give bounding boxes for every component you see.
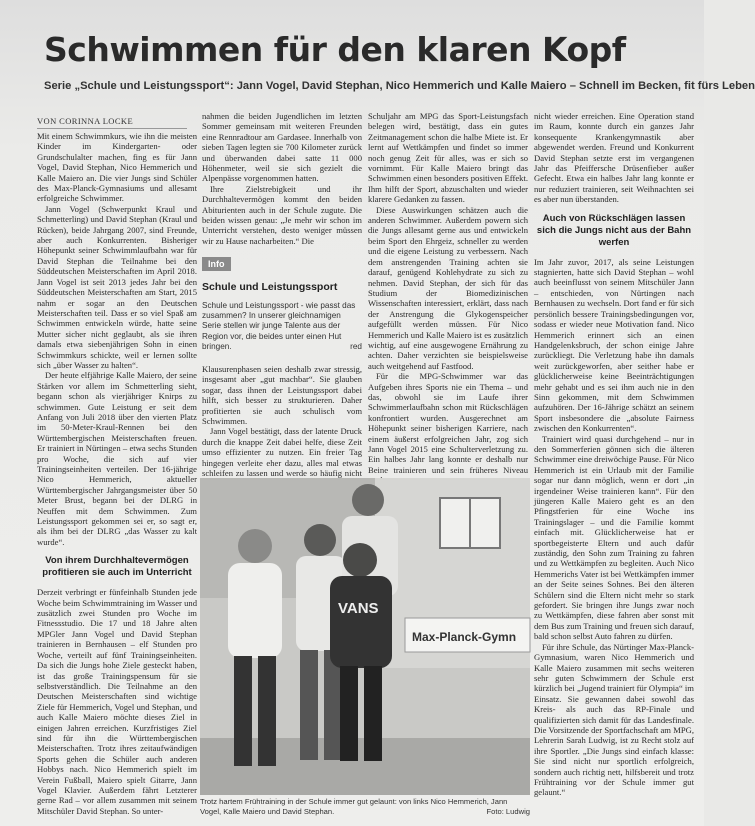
- info-box: [202, 254, 362, 350]
- group-photo: [200, 478, 530, 795]
- headline: Schwimmen für den klaren Kopf: [44, 30, 626, 69]
- info-title: Schule und Leistungssport: [202, 281, 338, 293]
- paragraph: Diese Auswirkungen schätzen auch die anderen Schwimmer. Außerdem powern sich die Jungs allesamt gerne aus und entwickeln beim Sport den Ehrgeiz, schneller zu werden und die eigene Leistung zu verbessern. Nach dem anstrengenden Training achten sie darauf, genügend Kohlehydrate zu sich zu nehmen. David Stephan, der sich für das Studium der Biomedizinischen Wissenschaften interessiert, erklärt, dass nach der Anstrengung die Glykogenspeicher aufgefüllt werden müssen. Für Nico Hemmerich und Kalle Maiero ist es zusätzlich wichtig, auf eine ausgewogene Ernährung zu achten. Daher verzichten sie beispielsweise auch weitgehend auf Fastfood.: [368, 204, 528, 371]
- subline: Serie „Schule und Leistungssport“: Jann Vogel, David Stephan, Nico Hemmerich und Kalle Maiero – Schnell im Becken, fit fürs Leben: [44, 80, 755, 92]
- info-tag: Info: [202, 257, 231, 271]
- school-sign-text: Max-Planck-Gymn: [412, 630, 517, 644]
- paragraph: nahmen die beiden Jugendlichen im letzten Sommer gemeinsam mit weiteren Freunden eine Rennradtour am Gardasee. Innerhalb von sieben Tagen legten sie 700 Kilometer zurück und überwanden dabei satte 11 000 Höhenmeter, weil sie sich gezielt die Alpenpässe vorgenommen hatten.: [202, 111, 362, 184]
- photo-caption: [200, 797, 530, 816]
- subheading: Von ihrem Durchhaltevermögen profitieren sie auch im Unterricht: [42, 555, 192, 579]
- subheading: Auch von Rückschlägen lassen sich die Jungs nicht aus der Bahn werfen: [536, 212, 692, 248]
- info-text: [202, 301, 362, 352]
- column-1: [37, 131, 197, 825]
- column-2-bottom: [202, 364, 362, 479]
- caption-text: Trotz hartem Frühtraining in der Schule immer gut gelaunt: von links Nico Hemmerich, Jann Vogel, Kalle Maiero und David Stephan.: [200, 797, 508, 816]
- paragraph: Trainiert wird quasi durchgehend – nur in den Sommerferien gönnen sich die älteren Schwimmer eine dreiwöchige Pause. Für Nico Hemmerich ist ein Urlaub mit der Familie sogar nur dann möglich, wenn er dort „in irgendeiner Weise trainieren kann“. Für den jüngeren Kalle Maiero geht es an den Pfingstferien für eine Woche ins Trainingslager – und die Familie kommt einfach mit. Glücklicherweise hat er sportbegeisterte Eltern und auch dafür zuständig, den Sohn zum Training zu fahren und zu Wettkämpfen zu begleiten. Auch Nico Hemmerichs Vater ist bei Wettkämpfen immer an der Seite seines Sohnes. Bei den älteren Schülern sind die Eltern nicht mehr so stark gefordert. Sie bringen ihre Jungs zwar noch zu Wettkämpfen, diese fahren aber sonst mit dem Bus zum Training und freuen sich darauf, bald schon selbst Auto fahren zu dürfen.: [534, 433, 694, 642]
- paragraph: Für ihre Schule, das Nürtinger Max-Planck-Gymnasium, waren Nico Hemmerich und Kalle Maiero zusammen mit sechs weiteren sehr guten Schwimmern der Schule erst kürzlich bei „Jugend trainiert für Olympia“ im Einsatz. Sie gewannen dabei sowohl das Kreis- als auch das RP-Finale und qualifizierten sich damit für das Landesfinale. Die Vorsitzende der Sportfachschaft am MPG, Lehrerin Sarah Ludwig, ist zu Recht stolz auf ihre Sportler. „Die Jungs sind einfach klasse: Sie sind nicht nur sportlich erfolgreich, sondern auch richtig nett, hilfsbereit und trotz Frühtraining vor der Schule immer gut gelaunt.“: [534, 641, 694, 798]
- column-2-top: [202, 111, 362, 256]
- column-4: [534, 111, 694, 825]
- shirt-text: VANS: [338, 600, 379, 617]
- byline: VON CORINNA LOCKE: [37, 116, 187, 129]
- paragraph: Ihre Zielstrebigkeit und ihr Durchhaltevermögen kommt den beiden Abiturienten auch in der Schule zugute. Die beiden wissen genau: „Je mehr wir schon im Unterricht verstehen, desto weniger müssen wir zu Hause nacharbeiten.“ Die: [202, 183, 362, 246]
- paragraph: Jann Vogel bestätigt, dass der latente Druck durch die knappe Zeit dabei helfe, diese Zeit umso effizienter zu nutzen. Ein freier Tag hingegen verleite eher dazu, alles mal etwas schleifen zu lassen und werde so häufig nicht: [202, 426, 362, 479]
- paragraph: Klausurenphasen seien deshalb zwar stressig, insgesamt aber „gut machbar“. Sie glauben sogar, dass ihnen der Leistungssport dabei hilft, sich besser zu strukturieren. Daher profitierten sie auch schulisch vom Schwimmen.: [202, 364, 362, 427]
- paragraph: Jann Vogel (Schwerpunkt Kraul und Schmetterling) und David Stephan (Kraul und Rücken), beide Jahrgang 2007, sind Freunde, aber auch Konkurrenten. Bisheriger Höhepunkt seiner Schwimmlaufbahn war für David Stephan die Teilnahme bei den Süddeutschen Meisterschaften im April 2018. Jann Vogel ist seit 2013 jedes Jahr bei den Süddeutschen Meisterschaften am Start, 2015 nahm er sogar an den Deutschen Meisterschaften teil. Dass er so viel Spaß am Schwimmen entwickeln würde, hatte seine Mutter sicher nicht geglaubt, als sie ihren damals etwa siebenjährigen Sohn in einen Schwimmkurs schickte, weil er lernen sollte sich „über Wasser zu halten“.: [37, 203, 197, 370]
- paragraph: Der heute elfjährige Kalle Maiero, der seine Stärken vor allem im Schmetterling sieht, begann schon als vierjähriger Knirps zu schwimmen. Gute Leistung er seit dem Anfang von Juli 2018 über den vierten Platz im 50-Meter-Kraul-Rennen bei den Württembergischen Meisterschaften freuen. Er trainiert in Nürtingen – etwa sechs Stunden pro Woche, die sich auf vier Trainingseinheiten verteilen. Der 16-jährige Nico Hemmerich, aktueller Württembergischer Jahrgangsmeister über 50 Meter Brust, begann bei der DLRG in Neuffen mit dem Schwimmen. Zum Leistungssport gekommen sei er, so sagt er, als ihm bei der DLRG „das Wasser zu kalt wurde“.: [37, 370, 197, 547]
- info-signature: red: [350, 341, 362, 351]
- photo-credit: Foto: Ludwig: [486, 806, 530, 816]
- paragraph: nicht wieder erreichen. Eine Operation stand im Raum, konnte durch ein ganzes Jahr konsequente Krankengymnastik aber abgewendet werden. Freund und Konkurrent David Stephan setzte erst im vergangenen Jahr das Pfeiffersche Drüsenfieber außer Gefecht. Etwa ein halbes Jahr lang konnte er nur reduziert trainieren, seit Weihnachten sei es aber nun überstanden.: [534, 111, 694, 205]
- paragraph: Im Jahr zuvor, 2017, als seine Leistungen stagnierten, hatte sich David Stephan – wohl auch beeinflusst von seinem Mitschüler Jann – entschieden, von Nürtingen nach Bernhausen zu wechseln. Dort fand er für sich persönlich bessere Trainingsbedingungen vor, sodass er wieder neue Motivation fand. Nico Hemmerich erinnert sich an einen Handgelenksbruch, der schon einige Jahre zurückliegt. Die Verletzung habe ihn damals weit zurückgeworfen, aber seither habe er glücklicherweise keine Beeinträchtigungen mehr gehabt und es sei ihm auch nie in den Sinn gekommen, mit dem Schwimmen aufzuhören. Der 16-Jährige schätzt an seinem Sport insbesondere die „absolute Fairness zwischen den Konkurrenten“.: [534, 256, 694, 434]
- paragraph: Für die MPG-Schwimmer war das Aufgeben ihres Sports nie ein Thema – und das, obwohl sie im Laufe ihrer Schwimmerlaufbahn schon mit Rückschlägen konfrontiert wurden. Ausgerechnet am Höhepunkt seiner bisherigen Karriere, nach einem äußerst erfolgreichen Jahr, zog sich Jann Vogel 2015 eine Schulterverletzung zu. Ein halbes Jahr lang konnte er deshalb nur Beine trainieren und sein früheres Niveau: [368, 371, 528, 475]
- paragraph: Schuljahr am MPG das Sport-Leistungsfach belegen wird, bestätigt, dass ein gutes Zeitmanagement schon die halbe Miete ist. Er lernt auf Wettkämpfen und findet so immer noch genug Zeit für alles, was er sich so vornimmt. Für Kalle Maiero bringt das Schwimmen einen besonders positiven Effekt. Ihm hilft der Sport, abzuschalten und wieder klarere Gedanken zu fassen.: [368, 111, 528, 205]
- column-3: [368, 111, 528, 481]
- paragraph: Derzeit verbringt er fünfeinhalb Stunden jede Woche beim Schwimmtraining im Wasser und zusätzlich zwei Stunden pro Woche im Fitnessstudio. Die 17 und 18 Jahre alten MPGler Jann Vogel und David Stephan trainieren in Bernhausen – elf Stunden pro Woche, verteilt auf fünf Trainingseinheiten. Da sich die Jungs hohe Ziele gesteckt haben, ist das große Trainingspensum für sie selbstverständlich. Die Teilnahme an den Deutschen Meisterschaften sind wichtige Ziele für Hemmerich, Vogel und Stephan, und auch Kalle Maiero möchte dieses Ziel in einigen Jahren erreichen. Kurzfristiges Ziel sind für ihn die Württembergischen Meisterschaften. Trotz ihres zeitaufwändigen Sports gehen die Schüler auch anderen Hobbys nach. Nico Hemmerich spielt im Verein Fußball, Maiero spielt Gitarre, Jann Vogel Klavier. Außerdem fährt Letzterer gerne Rad – vor allem zusammen mit seinem Mitschüler David Stephan. So unter-: [37, 587, 197, 816]
- photo-illustration: [200, 478, 530, 795]
- info-body: Schule und Leistungssport - wie passt das zusammen? In unserer gleichnamigen Serie stellen wir junge Talente aus der Region vor, die beides unter einen Hut bringen.: [202, 301, 356, 351]
- paragraph: Mit einem Schwimmkurs, wie ihn die meisten Kinder im Kindergarten- oder Grundschulalter machen, fing es für Jann Vogel, David Stephan, Nico Hemmerich und Kalle Maiero an. Die vier Jungs sind Schüler des Max-Planck-Gymnasiums und allesamt erfolgreiche Schwimmer.: [37, 131, 197, 204]
